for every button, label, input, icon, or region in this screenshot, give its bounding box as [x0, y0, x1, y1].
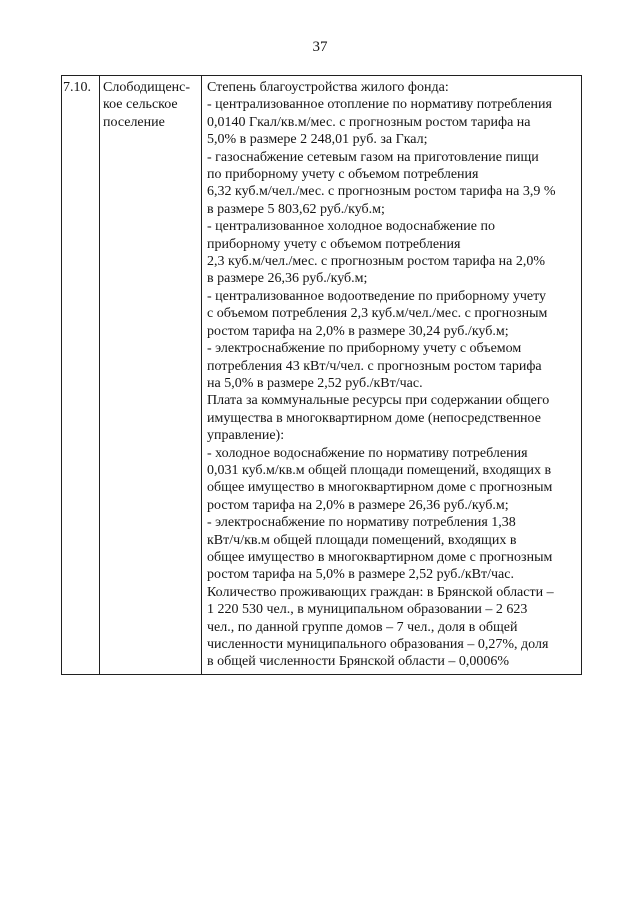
description-line: - централизованное холодное водоснабжение по	[207, 219, 495, 235]
description-line: в размере 5 803,62 руб./куб.м;	[207, 201, 385, 217]
settlement-cell	[100, 76, 202, 675]
description-line: с объемом потребления 2,3 куб.м/чел./мес. с прогнозным	[207, 306, 548, 322]
description-line: - электроснабжение по приборному учету с объемом	[207, 341, 522, 357]
description-line: численности муниципального образования – 0,27%, доля	[207, 637, 549, 652]
document-table	[61, 75, 582, 675]
description-cell	[202, 76, 582, 675]
description-line: 5,0% в размере 2 248,01 руб. за Гкал;	[207, 132, 428, 148]
description-line: 1 220 530 чел., в муниципальном образовании – 2 623	[207, 602, 528, 618]
row-number-cell	[62, 76, 100, 675]
description-line: - газоснабжение сетевым газом на приготовление пищи	[207, 149, 539, 165]
settlement-line: кое сельское	[103, 97, 178, 113]
description-line: - централизованное отопление по нормативу потребления	[207, 97, 552, 113]
description-line: 0,0140 Гкал/кв.м/мес. с прогнозным ростом тарифа на	[207, 114, 531, 130]
description-line: общее имущество в многоквартирном доме с прогнозным	[207, 549, 553, 565]
description-line: приборному учету с объемом потребления	[207, 236, 461, 252]
description-line: ростом тарифа на 2,0% в размере 30,24 руб./куб.м;	[207, 323, 509, 339]
description-line: чел., по данной группе домов – 7 чел., доля в общей	[207, 619, 518, 635]
description-line: кВт/ч/кв.м общей площади помещений, входящих в	[207, 532, 517, 548]
description-line: потребления 43 кВт/ч/чел. с прогнозным ростом тарифа	[207, 358, 542, 374]
description-line: Количество проживающих граждан: в Брянской области –	[207, 584, 554, 600]
page-number: 37	[312, 39, 328, 55]
description-line: управление):	[207, 428, 285, 444]
description-line: общее имущество в многоквартирном доме с прогнозным	[207, 480, 553, 496]
row-number: 7.10.	[63, 80, 91, 95]
description-line: ростом тарифа на 2,0% в размере 26,36 руб./куб.м;	[207, 497, 509, 513]
description-line: 0,031 куб.м/кв.м общей площади помещений, входящих в	[207, 462, 552, 478]
description-line: - электроснабжение по нормативу потребления 1,38	[207, 515, 516, 531]
description-line: ростом тарифа на 5,0% в размере 2,52 руб./кВт/час.	[207, 567, 514, 583]
settlement-line: Слободищенс-	[103, 80, 191, 95]
description-line: в размере 26,36 руб./куб.м;	[207, 271, 368, 287]
description-line: Степень благоустройства жилого фонда:	[207, 80, 449, 95]
description-line: в общей численности Брянской области – 0,0006%	[207, 654, 510, 670]
description-line: имущества в многоквартирном доме (непосредственное	[207, 410, 541, 426]
description-line: Плата за коммунальные ресурсы при содержании общего	[207, 393, 550, 409]
description-line: 2,3 куб.м/чел./мес. с прогнозным ростом тарифа на 2,0%	[207, 254, 546, 270]
description-line: на 5,0% в размере 2,52 руб./кВт/час.	[207, 375, 423, 391]
description-line: по приборному учету с объемом потребления	[207, 167, 479, 183]
description-line: - централизованное водоотведение по приборному учету	[207, 288, 547, 304]
description-line: 6,32 куб.м/чел./мес. с прогнозным ростом тарифа на 3,9 %	[207, 184, 556, 200]
table-row	[62, 76, 582, 675]
description-line: - холодное водоснабжение по нормативу потребления	[207, 445, 528, 461]
settlement-line: поселение	[103, 114, 165, 130]
